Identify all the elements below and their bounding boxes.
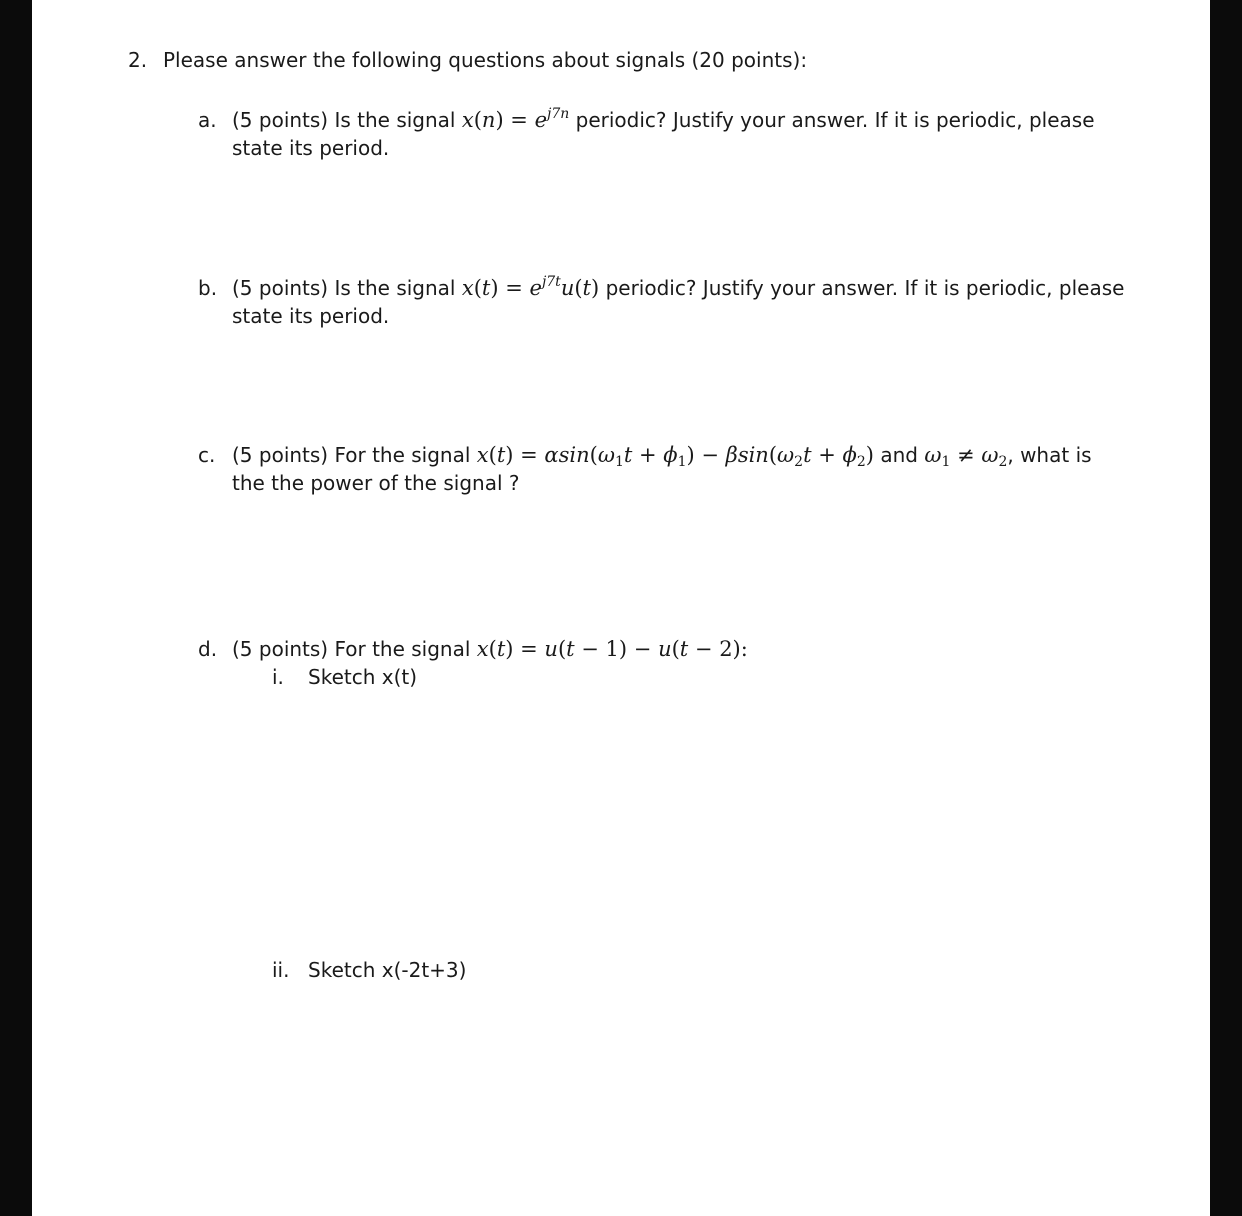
document-page	[32, 0, 1210, 1216]
part-b-line2: state its period.	[232, 304, 390, 328]
part-a-equation-render: $x(n) = e^{j7n}$	[461, 106, 570, 132]
part-c-line1	[232, 441, 1092, 469]
part-a-after: periodic? Justify your answer. If it is periodic, please	[575, 108, 1095, 132]
part-d-line1	[232, 635, 748, 663]
part-c-after: , what is	[1007, 443, 1092, 467]
part-d-label: d.	[198, 637, 218, 661]
part-d-sub-i-label: i.	[272, 665, 284, 689]
part-c-label: c.	[198, 443, 216, 467]
part-c-intro: (5 points) For the signal	[232, 443, 471, 467]
part-a-line1	[232, 106, 1095, 134]
part-d-intro: (5 points) For the signal	[232, 637, 471, 661]
part-c-condition-render: $\omega_1 \ne \omega_2$	[924, 443, 1008, 470]
part-a-line2: state its period.	[232, 136, 390, 160]
part-b-intro: (5 points) Is the signal	[232, 276, 456, 300]
part-b-after: periodic? Justify your answer. If it is periodic, please	[605, 276, 1125, 300]
part-a-intro: (5 points) Is the signal	[232, 108, 456, 132]
question-number: 2.	[128, 48, 148, 72]
part-b-label: b.	[198, 276, 218, 300]
part-d-sub-ii-label: ii.	[272, 958, 290, 982]
part-d-sub-ii: Sketch x(-2t+3)	[308, 958, 467, 982]
part-d-equation-render: x(t) = u(t − 1) − u(t − 2):	[476, 637, 748, 661]
part-a-label: a.	[198, 108, 217, 132]
part-c-conj: and	[880, 443, 918, 467]
part-b-line1	[232, 274, 1124, 302]
part-b-equation-render: $x(t) = e^{j7t}u(t)$	[461, 274, 600, 300]
part-c-line2: the the power of the signal ?	[232, 471, 520, 495]
question-prompt: Please answer the following questions about signals (20 points):	[163, 48, 808, 72]
part-c-equation-render: $x(t) = \alpha\sin(\omega_1t + \phi_1) - \beta\sin(\omega_2t + \phi_2)$	[476, 443, 874, 470]
part-d-sub-i: Sketch x(t)	[308, 665, 418, 689]
